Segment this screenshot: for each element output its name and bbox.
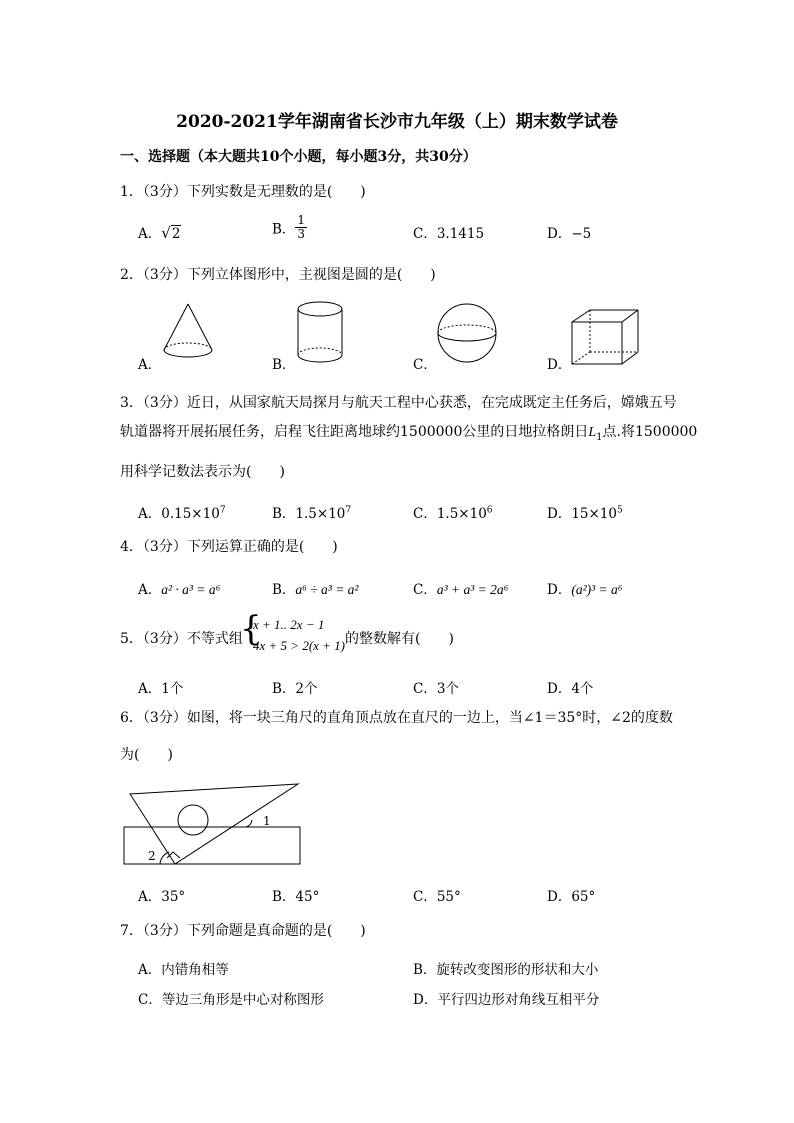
question-7-stem: 7．（3分）下列命题是真命题的是( )	[120, 923, 366, 939]
q3-option-d	[547, 502, 623, 522]
q7-option-d: D．平行四边形对角线互相平分	[413, 992, 600, 1008]
q3-option-a	[138, 502, 226, 522]
q5-inequality-2: 4x + 5 > 2(x + 1)	[253, 638, 346, 653]
q5-option-d: D．4个	[547, 681, 594, 697]
question-6-line-2: 为( )	[120, 747, 173, 763]
system-brace: {	[240, 609, 262, 649]
q3-option-c-label: C．1.5×10	[413, 506, 487, 522]
q3-line-2-text: 轨道器将开展拓展任务，启程飞往距离地球约1500000公里的日地拉格朗日	[120, 424, 589, 440]
q2-option-c: C．	[413, 357, 437, 373]
fraction-numerator: 1	[297, 213, 306, 227]
q3-l-symbol: L	[588, 425, 597, 440]
cone-figure	[160, 302, 220, 362]
q3-l-subscript: 1	[596, 431, 603, 443]
q3-option-d-exp: 5	[617, 505, 623, 516]
question-3-line-3: 用科学记数法表示为( )	[120, 464, 285, 480]
q1-option-c: C．3.1415	[413, 226, 485, 242]
q5-option-c: C．3个	[413, 681, 459, 697]
question-3-line-1: 3．（3分）近日，从国家航天局探月与航天工程中心获悉，在完成既定主任务后，嫦娥五号	[120, 395, 677, 411]
q3-line-2-end: 点.将1500000	[602, 424, 698, 440]
q1-option-a	[138, 222, 181, 242]
q1-option-b-label: B．	[272, 221, 296, 238]
q6-option-d: D．65°	[547, 889, 596, 905]
question-4-stem: 4．（3分）下列运算正确的是( )	[120, 539, 338, 555]
q6-option-b: B．45°	[272, 889, 320, 905]
q3-option-b-exp: 7	[345, 505, 352, 516]
q2-option-d: D．	[547, 357, 572, 373]
section-heading: 一、选择题（本大题共10个小题，每小题3分，共30分）	[120, 149, 477, 165]
q3-option-b-label: B．1.5×10	[272, 506, 346, 522]
question-1-stem: 1．（3分）下列实数是无理数的是( )	[120, 184, 366, 200]
question-6-line-1: 6．（3分）如图，将一块三角尺的直角顶点放在直尺的一边上，当∠1＝35°时，∠2的度数	[120, 710, 673, 726]
cube-figure	[570, 308, 642, 368]
q1-option-a-label: A．	[138, 226, 162, 242]
question-5-stem-end: 的整数解有( )	[345, 631, 454, 647]
q4-option-b-label: B．	[272, 582, 296, 598]
q4-option-b	[272, 578, 358, 598]
q1-option-b	[272, 214, 307, 241]
q4-option-d-expr: (a²)³ = a⁶	[571, 582, 623, 597]
q1-radicand: 2	[171, 226, 181, 242]
question-3-line-2	[120, 421, 697, 443]
q5-option-b: B．2个	[272, 681, 318, 697]
q4-option-d-label: D．	[547, 582, 572, 598]
q6-option-c: C．55°	[413, 889, 461, 905]
q6-option-a: A．35°	[138, 889, 186, 905]
q3-option-c	[413, 502, 493, 522]
q4-option-c	[413, 578, 508, 598]
q4-option-a-expr: a² · a³ = a⁶	[161, 582, 221, 597]
cylinder-figure	[296, 300, 346, 365]
q2-option-a: A．	[138, 357, 162, 373]
q5-inequality-1: x + 1.. 2x − 1	[253, 617, 325, 632]
page-title: 2020-2021学年湖南省长沙市九年级（上）期末数学试卷	[176, 112, 618, 132]
q7-option-a: A．内错角相等	[138, 962, 229, 978]
fraction-denominator: 3	[297, 227, 306, 241]
q1-option-d: D．−5	[547, 226, 592, 242]
angle-2-label: 2	[148, 849, 156, 863]
q7-option-c: C．等边三角形是中心对称图形	[138, 992, 324, 1008]
q3-option-a-label: A．0.15×10	[138, 506, 220, 522]
q3-option-d-label: D．15×10	[547, 506, 617, 522]
q1-fraction	[295, 214, 307, 241]
q2-option-b: B．	[272, 357, 296, 373]
q7-option-b: B．旋转改变图形的形状和大小	[413, 962, 599, 978]
q3-option-a-exp: 7	[219, 505, 226, 516]
ruler-triangle-figure	[120, 780, 310, 870]
question-2-stem: 2．（3分）下列立体图形中，主视图是圆的是( )	[120, 267, 436, 283]
sqrt-symbol: √	[161, 224, 171, 242]
angle-1-label: 1	[263, 814, 271, 828]
sphere-figure	[436, 302, 500, 366]
q5-option-a: A．1个	[138, 681, 184, 697]
question-5-stem-start: 5．（3分）不等式组	[120, 631, 243, 647]
q4-option-b-expr: a⁶ ÷ a³ = a²	[295, 582, 359, 597]
q4-option-c-label: C．	[413, 582, 437, 598]
q3-option-b	[272, 502, 351, 522]
q4-option-d	[547, 578, 622, 598]
q3-option-c-exp: 6	[486, 505, 493, 516]
q4-option-a	[138, 578, 220, 598]
q4-option-c-expr: a³ + a³ = 2a⁶	[436, 582, 509, 597]
q4-option-a-label: A．	[138, 582, 162, 598]
